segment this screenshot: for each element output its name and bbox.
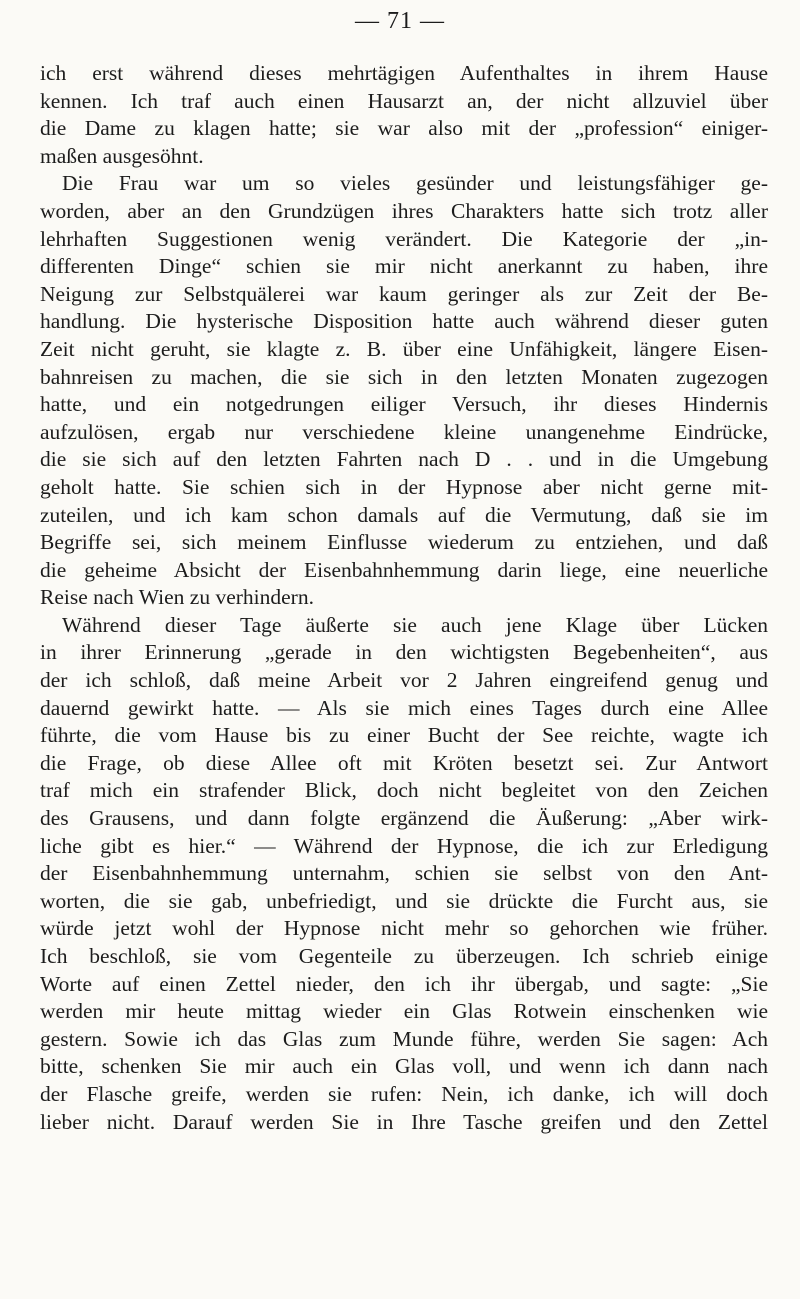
text-line: Zeit nicht geruht, sie klagte z. B. über eine Unfähigkeit, längere Eisen- — [40, 336, 768, 361]
text-line: der ich schloß, daß meine Arbeit vor 2 Jahren eingreifend genug und — [40, 668, 768, 693]
text-line: hatte, und ein notgedrungen eiliger Versuch, ihr dieses Hindernis — [40, 392, 768, 417]
text-line: die geheime Absicht der Eisenbahnhemmung darin liege, eine neuerliche — [40, 557, 768, 582]
text-line: Während dieser Tage äußerte sie auch jene Klage über Lücken — [62, 612, 768, 637]
text-line: traf mich ein strafender Blick, doch nicht begleitet von den Zeichen — [40, 778, 768, 803]
text-line: werden mir heute mittag wieder ein Glas Rotwein einschenken wie — [40, 999, 768, 1024]
text-line: bahnreisen zu machen, die sie sich in den letzten Monaten zugezogen — [40, 364, 768, 389]
text-line: gestern. Sowie ich das Glas zum Munde führe, werden Sie sagen: Ach — [40, 1026, 768, 1051]
text-line: kennen. Ich traf auch einen Hausarzt an, der nicht allzuviel über — [40, 88, 768, 113]
text-line: die Dame zu klagen hatte; sie war also mit der „profession“ einiger- — [40, 116, 768, 141]
text-line: Worte auf einen Zettel nieder, den ich ihr übergab, und sagte: „Sie — [40, 971, 768, 996]
text-line: in ihrer Erinnerung „gerade in den wichtigsten Begebenheiten“, aus — [40, 640, 768, 665]
text-line: ich erst während dieses mehrtägigen Aufenthaltes in ihrem Hause — [40, 61, 768, 85]
text-line: Die Frau war um so vieles gesünder und leistungsfähiger ge- — [62, 171, 768, 196]
text-line: Begriffe sei, sich meinem Einflusse wiederum zu entziehen, und daß — [40, 530, 768, 555]
text-line: Neigung zur Selbstquälerei war kaum geringer als zur Zeit der Be- — [40, 281, 768, 306]
body-text — [40, 60, 768, 1136]
text-line: die sie sich auf den letzten Fahrten nach D . . und in die Umgebung — [40, 447, 768, 472]
page-number: — 71 — — [355, 8, 445, 34]
text-line: lehrhaften Suggestionen wenig verändert. Die Kategorie der „in- — [40, 226, 768, 251]
text-line: differenten Dinge“ schien sie mir nicht anerkannt zu haben, ihre — [40, 254, 768, 279]
text-line: der Flasche greife, werden sie rufen: Nein, ich danke, ich will doch — [40, 1081, 768, 1106]
text-line: der Eisenbahnhemmung unternahm, schien sie selbst von den Ant- — [40, 861, 768, 886]
text-line: führte, die vom Hause bis zu einer Bucht der See reichte, wagte ich — [40, 723, 768, 748]
text-line: dauernd gewirkt hatte. — Als sie mich eines Tages durch eine Allee — [40, 695, 768, 720]
text-line: handlung. Die hysterische Disposition hatte auch während dieser guten — [40, 309, 768, 334]
text-line: worden, aber an den Grundzügen ihres Charakters hatte sich trotz aller — [40, 198, 768, 223]
text-line: Reise nach Wien zu verhindern. — [40, 585, 314, 610]
text-line: worten, die sie gab, unbefriedigt, und sie drückte die Furcht aus, sie — [40, 888, 768, 913]
text-line: geholt hatte. Sie schien sich in der Hypnose aber nicht gerne mit- — [40, 474, 768, 499]
text-line: maßen ausgesöhnt. — [40, 143, 204, 168]
text-line: des Grausens, und dann folgte ergänzend die Äußerung: „Aber wirk- — [40, 806, 768, 831]
text-line: Ich beschloß, sie vom Gegenteile zu überzeugen. Ich schrieb einige — [40, 944, 768, 968]
text-line: lieber nicht. Darauf werden Sie in Ihre Tasche greifen und den Zettel — [40, 1109, 768, 1134]
text-line: bitte, schenken Sie mir auch ein Glas voll, und wenn ich dann nach — [40, 1054, 768, 1079]
text-line: zuteilen, und ich kam schon damals auf die Vermutung, daß sie im — [40, 502, 768, 527]
text-line: würde jetzt wohl der Hypnose nicht mehr so gehorchen wie früher. — [40, 916, 768, 941]
text-line: aufzulösen, ergab nur verschiedene kleine unangenehme Eindrücke, — [40, 419, 768, 444]
text-line: die Frage, ob diese Allee oft mit Kröten besetzt sei. Zur Antwort — [40, 750, 768, 775]
text-line: liche gibt es hier.“ — Während der Hypnose, die ich zur Erledigung — [40, 833, 768, 858]
